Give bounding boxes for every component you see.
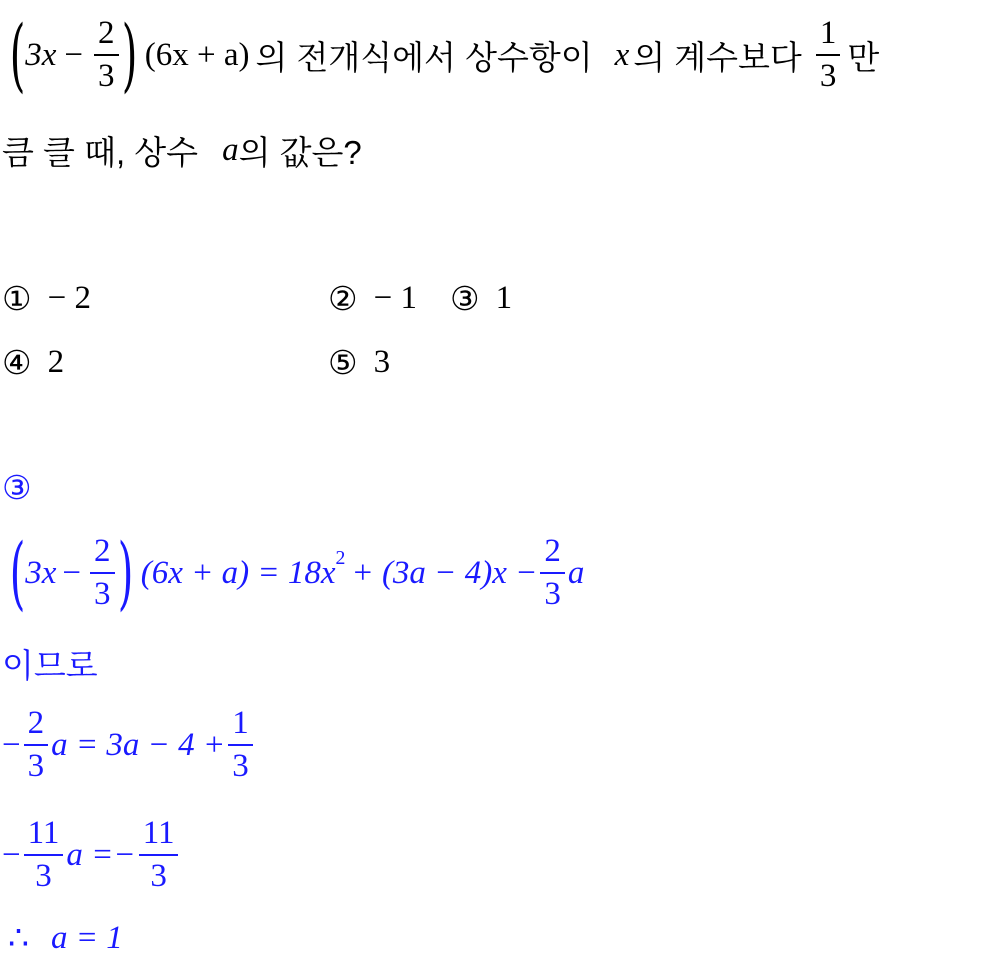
answer-line-1 bbox=[2, 528, 584, 618]
fraction-numerator: 2 bbox=[94, 533, 111, 569]
fraction-denominator: 3 bbox=[232, 748, 249, 784]
factor-6x-plus-a: (6x + a) bbox=[144, 36, 250, 73]
question-text-a: 의 전개식에서 상수항이 bbox=[255, 38, 593, 76]
question-text-b: 의 계수보다 bbox=[633, 38, 802, 76]
choice-value: 1 bbox=[495, 279, 513, 316]
fraction-two-thirds bbox=[94, 17, 119, 93]
question-text-e: 의 값은? bbox=[238, 133, 362, 171]
question-text-c: 만 bbox=[847, 38, 880, 76]
fraction-bar bbox=[24, 744, 49, 746]
open-paren: ( bbox=[9, 8, 26, 101]
term-3x: 3x bbox=[25, 554, 57, 591]
choice-marker: ① bbox=[2, 278, 32, 318]
minus-sign: − bbox=[64, 36, 83, 73]
exponent: 2 bbox=[335, 546, 346, 569]
fraction-numerator: 2 bbox=[98, 15, 115, 51]
equation-middle: a =− bbox=[66, 836, 136, 873]
fraction-numerator: 11 bbox=[142, 815, 175, 851]
choice-2[interactable] bbox=[328, 276, 417, 320]
fraction-bar bbox=[228, 744, 253, 746]
fraction-two-thirds bbox=[24, 707, 49, 783]
choice-marker: ④ bbox=[2, 342, 32, 382]
fraction-denominator: 3 bbox=[819, 58, 837, 94]
choice-4[interactable] bbox=[2, 340, 64, 384]
choice-value: − 1 bbox=[373, 279, 417, 316]
fraction-denominator: 3 bbox=[544, 576, 561, 612]
fraction-bar bbox=[90, 572, 115, 574]
choice-marker: ③ bbox=[450, 278, 480, 318]
choice-5[interactable] bbox=[328, 340, 390, 384]
answer-line-2 bbox=[2, 700, 256, 790]
fraction-denominator: 3 bbox=[35, 858, 52, 894]
fraction-bar bbox=[94, 54, 119, 56]
choice-marker: ⑤ bbox=[328, 342, 358, 382]
choice-value: − 2 bbox=[47, 279, 91, 316]
term-3x: 3x bbox=[25, 36, 57, 73]
choice-marker: ② bbox=[328, 278, 358, 318]
fraction-one-third bbox=[228, 707, 253, 783]
open-paren: ( bbox=[9, 526, 26, 619]
fraction-denominator: 3 bbox=[94, 576, 111, 612]
fraction-denominator: 3 bbox=[150, 858, 167, 894]
fraction-denominator: 3 bbox=[27, 748, 45, 784]
question-line-2 bbox=[2, 128, 362, 172]
expansion-part-a: (6x + a) = 18x bbox=[140, 554, 336, 591]
variable-x: x bbox=[614, 36, 630, 73]
choice-3[interactable] bbox=[450, 276, 512, 320]
leading-minus: − bbox=[2, 836, 21, 873]
fraction-eleven-thirds-2 bbox=[139, 817, 179, 893]
fraction-numerator: 1 bbox=[232, 705, 249, 741]
fraction-numerator: 1 bbox=[819, 15, 837, 51]
variable-a: a bbox=[222, 131, 239, 168]
fraction-bar bbox=[24, 854, 64, 856]
therefore-symbol: ∴ bbox=[8, 921, 29, 957]
fraction-numerator: 2 bbox=[544, 533, 561, 569]
fraction-two-thirds bbox=[90, 535, 115, 611]
answer-line-4 bbox=[2, 918, 123, 958]
choice-value: 2 bbox=[47, 343, 65, 380]
fraction-one-third bbox=[816, 17, 841, 93]
minus-sign: − bbox=[62, 554, 81, 591]
fraction-bar bbox=[816, 54, 841, 56]
answer-marker: ③ bbox=[2, 468, 32, 507]
expansion-part-b: + (3a − 4)x − bbox=[351, 554, 538, 591]
answer-line-3 bbox=[2, 810, 181, 900]
final-answer: a = 1 bbox=[51, 919, 123, 956]
equation-middle: a = 3a − 4 + bbox=[51, 726, 226, 763]
fraction-numerator: 2 bbox=[27, 705, 45, 741]
expansion-tail: a bbox=[567, 554, 585, 591]
fraction-numerator: 11 bbox=[27, 815, 60, 851]
fraction-eleven-thirds bbox=[24, 817, 64, 893]
close-paren: ) bbox=[117, 526, 133, 619]
fraction-denominator: 3 bbox=[98, 58, 115, 94]
question-text-d: 큼 클 때, 상수 bbox=[2, 133, 199, 171]
therefore-text: 이므로 bbox=[2, 647, 98, 684]
choice-value: 3 bbox=[373, 343, 391, 380]
question-line-1 bbox=[2, 10, 879, 100]
choice-1[interactable] bbox=[2, 276, 91, 320]
fraction-two-thirds-2 bbox=[540, 535, 565, 611]
leading-minus: − bbox=[2, 726, 21, 763]
fraction-bar bbox=[139, 854, 179, 856]
close-paren: ) bbox=[121, 8, 137, 101]
fraction-bar bbox=[540, 572, 565, 574]
